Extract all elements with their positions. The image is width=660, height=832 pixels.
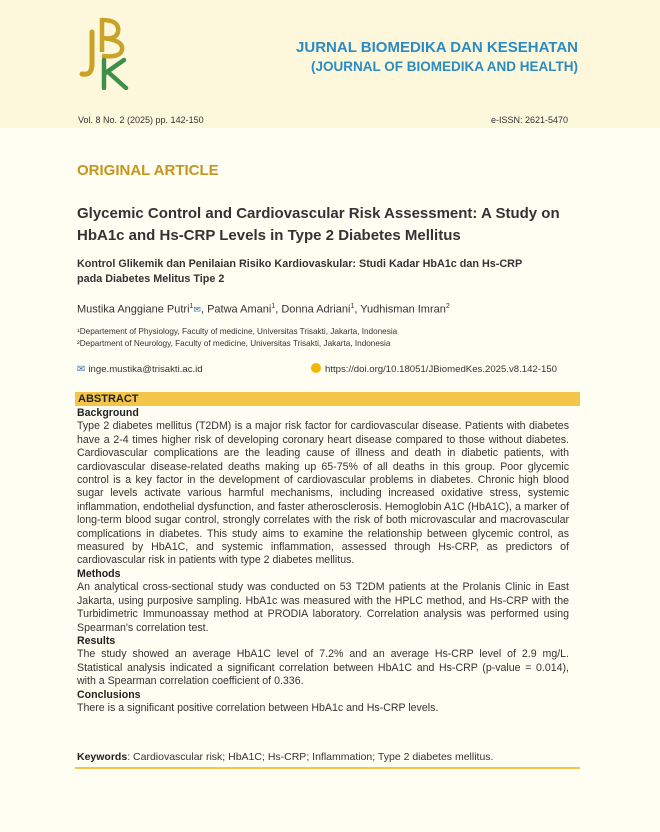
doi-link[interactable]: https://doi.org/10.18051/JBiomedKes.2025.v8.142-150: [325, 364, 558, 375]
abstract-section-heading: Methods: [77, 567, 121, 580]
abstract-section-heading: Background: [77, 407, 139, 419]
abstract-section-text: Type 2 diabetes mellitus (T2DM) is a major risk factor for cardiovascular disease. Patients with diabetes have a 2-4 times higher risk of developing coronary heart disease compared to those without diabetes. Cardiovascular complications are the leading cause of illness and death in diabetic patients, with cardiovascular disease-related deaths making up 65-75% of all deaths in this group. Poor glycemic control is a key factor in the development of cardiovascular problems in diabetes. Chronic high blood sugar levels activate various harmful mechanisms, including increased oxidative stress, systemic inflammation, endothelial dysfunction, and faster atherosclerosis. Hemoglobin A1C (HbA1C), a marker of long-term blood sugar control, strongly correlates with the risk of both microvascular and macrovascular complications in diabetes. This study aims to examine the relationship between glycemic control, as measured by HbA1C, and systemic inflammation, assessed through Hs-CRP, as predictors of cardiovascular risk in patients with type 2 diabetes mellitus.: [77, 420, 569, 567]
article-title-indonesian-line-2: pada Diabetes Melitus Tipe 2: [77, 273, 225, 285]
article-title-indonesian-line-1: Kontrol Glikemik dan Penilaian Risiko Kardiovaskular: Studi Kadar HbA1c dan Hs-CRP: [77, 258, 523, 270]
affiliation: ²Department of Neurology, Faculty of medicine, Universitas Trisakti, Jakarta, Indonesia: [77, 339, 391, 348]
email-link[interactable]: inge.mustika@trisakti.ac.id: [88, 364, 203, 375]
abstract-heading-bar: [75, 392, 580, 406]
journal-header: [0, 0, 660, 128]
author-affiliation-mark: 1: [350, 303, 355, 310]
keywords-divider: [75, 767, 580, 769]
affiliation: ¹Departement of Physiology, Faculty of medicine, Universitas Trisakti, Jakarta, Indonesia: [77, 327, 398, 336]
envelope-icon: ✉: [77, 364, 86, 375]
journal-logo: [74, 12, 136, 90]
abstract-section-heading: Conclusions: [77, 688, 141, 701]
article-title-line-1: Glycemic Control and Cardiovascular Risk Assessment: A Study on: [77, 205, 560, 222]
journal-subtitle: (JOURNAL OF BIOMEDIKA AND HEALTH): [311, 59, 578, 74]
keywords-label: Keywords: [77, 751, 128, 763]
article-title-indonesian: [77, 257, 587, 287]
abstract-section-text: An analytical cross-sectional study was conducted on 53 T2DM patients at the Prolanis Clinic in East Jakarta, using purposive sampling. HbA1c was measured with the HPLC method, and Hs-CRP with the Turbidimetric Immunoassay method at PRODIA laboratory. Correlation analysis was performed using Spearman's correlation test.: [77, 581, 569, 634]
author-name: Patwa Amani: [207, 303, 272, 316]
keywords-text: : Cardiovascular risk; HbA1C; Hs-CRP; Inflammation; Type 2 diabetes mellitus.: [127, 751, 494, 763]
article-title-line-2: HbA1c and Hs-CRP Levels in Type 2 Diabetes Mellitus: [77, 227, 461, 244]
article-type: ORIGINAL ARTICLE: [77, 162, 219, 179]
keywords: [77, 751, 577, 763]
abstract-section-text: The study showed an average HbA1C level of 7.2% and an average Hs-CRP level of 2.9 mg/L. Statistical analysis indicated a significant correlation between HbA1C and Hs-CRP (p-value = 0.014), with a Spearman correlation coefficient of 0.336.: [77, 648, 569, 688]
author-affiliation-mark: 1: [189, 303, 194, 310]
issn: e-ISSN: 2621-5470: [490, 115, 568, 125]
author-affiliation-mark: 2: [445, 303, 450, 310]
abstract-section-heading: Results: [77, 634, 116, 647]
abstract-body: [77, 407, 569, 715]
author-affiliation-mark: 1: [271, 303, 276, 310]
author-name: Mustika Anggiane Putri: [77, 303, 190, 316]
volume-info: Vol. 8 No. 2 (2025) pp. 142-150: [78, 115, 204, 125]
corresponding-email[interactable]: [77, 364, 203, 375]
author-name: Donna Adriani: [281, 303, 351, 316]
doi[interactable]: [311, 363, 557, 375]
doi-icon: [311, 363, 321, 373]
author-list: Mustika Anggiane Putri$^1$✉, Patwa Amani$^1$, Donna Adriani$^1$, Yudhisman Imran$^2$: [77, 303, 450, 316]
article-title: [77, 203, 587, 247]
abstract-section-text: There is a significant positive correlation between HbA1c and Hs-CRP levels.: [77, 701, 439, 714]
abstract-heading: ABSTRACT: [78, 393, 139, 405]
mail-icon[interactable]: ✉: [193, 304, 201, 315]
author-name: Yudhisman Imran: [360, 303, 446, 316]
journal-title: JURNAL BIOMEDIKA DAN KESEHATAN: [296, 39, 578, 56]
